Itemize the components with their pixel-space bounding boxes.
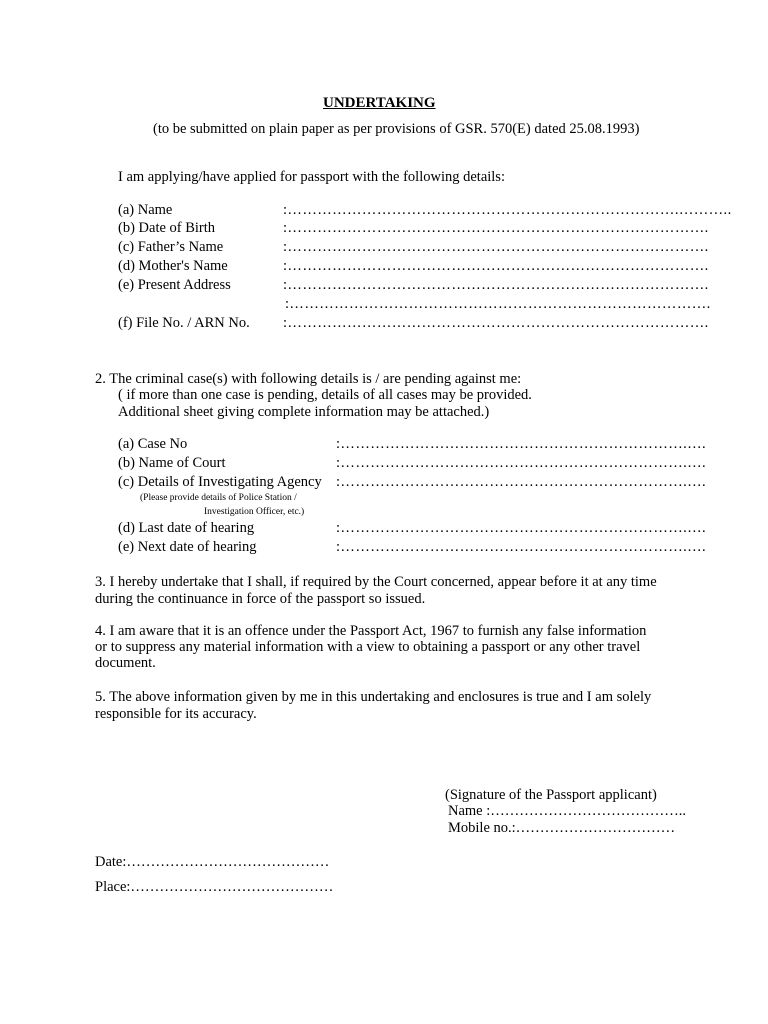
paragraph-3: during the continuance in force of the passport so issued.	[95, 591, 426, 607]
detail-dots-mother: :………………………………………………………………………….	[283, 258, 709, 274]
paragraph-4: document.	[95, 655, 156, 671]
detail-label-father: (c) Father’s Name	[118, 239, 224, 255]
signature-mobile-field: Mobile no.:……………………………	[448, 820, 676, 836]
case-label-case-no: (a) Case No	[118, 436, 188, 452]
case-label-last-hearing: (d) Last date of hearing	[118, 520, 255, 536]
detail-dots-name: :…………………………………………………………………….………..	[283, 202, 732, 218]
date-field: Date:……………………………………	[95, 854, 330, 870]
case-dots-court: :…………………………………………………………….….	[336, 455, 707, 471]
paragraph-4: or to suppress any material information with a view to obtaining a passport or any other travel	[95, 639, 641, 655]
paragraph-5: 5. The above information given by me in this undertaking and enclosures is true and I am solely	[95, 689, 652, 705]
place-field: Place:……………………………………	[95, 879, 334, 895]
detail-label-file-no: (f) File No. / ARN No.	[118, 315, 250, 331]
detail-label-name: (a) Name	[118, 202, 173, 218]
detail-label-dob: (b) Date of Birth	[118, 220, 216, 236]
detail-label-address: (e) Present Address	[118, 277, 231, 293]
detail-dots-file-no: :………………………………………………………………………….	[283, 315, 709, 331]
case-dots-next-hearing: :…………………………………………………………….….	[336, 539, 707, 555]
signature-caption: (Signature of the Passport applicant)	[445, 787, 657, 803]
paragraph-3: 3. I hereby undertake that I shall, if required by the Court concerned, appear before it at any time	[95, 574, 657, 590]
agency-note: Investigation Officer, etc.)	[204, 507, 305, 517]
case-dots-agency: :…………………………………………………………….….	[336, 474, 707, 490]
section2-note-line: Additional sheet giving complete information may be attached.)	[118, 404, 490, 420]
detail-dots-address-2: :………………………………………………………………………….	[285, 296, 711, 312]
detail-dots-father: :………………………………………………………………………….	[283, 239, 709, 255]
signature-name-field: Name :…………………………………..	[448, 803, 687, 819]
case-dots-last-hearing: :…………………………………………………………….….	[336, 520, 707, 536]
case-label-court: (b) Name of Court	[118, 455, 226, 471]
detail-dots-dob: :………………………………………………………………………….	[283, 220, 709, 236]
section2-note-line: ( if more than one case is pending, details of all cases may be provided.	[118, 387, 532, 403]
page-title: UNDERTAKING	[323, 95, 436, 111]
subtitle: (to be submitted on plain paper as per provisions of GSR. 570(E) dated 25.08.1993)	[153, 121, 640, 137]
agency-note: (Please provide details of Police Station /	[140, 493, 297, 503]
paragraph-4: 4. I am aware that it is an offence under the Passport Act, 1967 to furnish any false information	[95, 623, 647, 639]
paragraph-5: responsible for its accuracy.	[95, 706, 257, 722]
case-label-agency: (c) Details of Investigating Agency	[118, 474, 322, 490]
case-dots-case-no: :…………………………………………………………….….	[336, 436, 707, 452]
detail-dots-address: :………………………………………………………………………….	[283, 277, 709, 293]
intro-text: I am applying/have applied for passport with the following details:	[118, 169, 505, 185]
case-label-next-hearing: (e) Next date of hearing	[118, 539, 257, 555]
detail-label-mother: (d) Mother's Name	[118, 258, 228, 274]
section2-heading: 2. The criminal case(s) with following details is / are pending against me:	[95, 371, 522, 387]
